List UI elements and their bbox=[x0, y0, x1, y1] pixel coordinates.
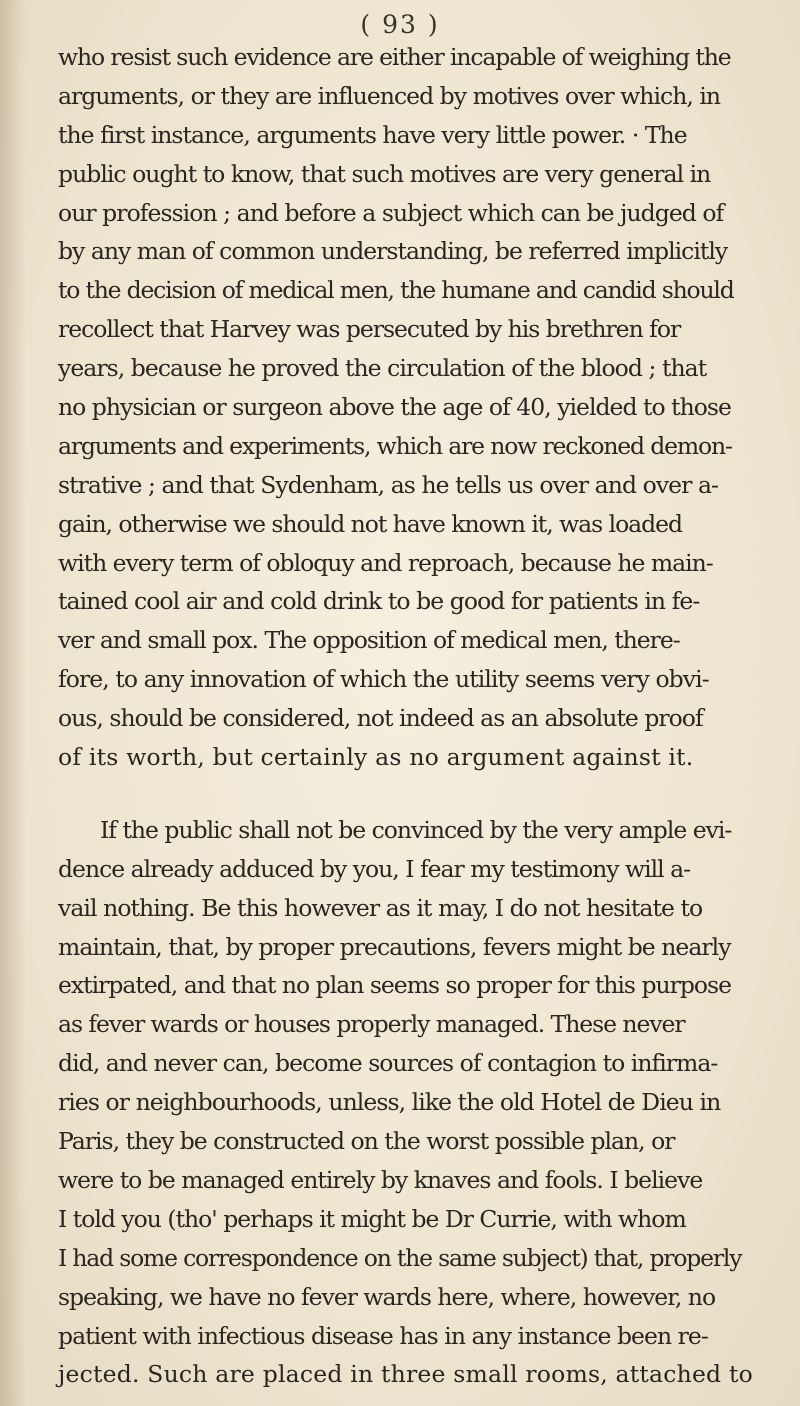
text-line: I had some correspondence on the same subject) that, properly bbox=[58, 1243, 742, 1272]
text-line: extirpated, and that no plan seems so proper for this purpose bbox=[58, 971, 732, 1000]
text-line: patient with infectious disease has in any instance been re- bbox=[58, 1321, 708, 1350]
text-line: ver and small pox. The opposition of medical men, there- bbox=[58, 626, 680, 655]
text-line: vail nothing. Be this however as it may, I do not hesitate to bbox=[58, 893, 703, 922]
text-line: I told you (tho' perhaps it might be Dr Currie, with whom bbox=[58, 1204, 686, 1233]
text-line: arguments and experiments, which are now reckoned demon- bbox=[58, 431, 732, 460]
text-line: years, because he proved the circulation of the blood ; that bbox=[58, 354, 707, 383]
text-line: tained cool air and cold drink to be good for patients in fe- bbox=[58, 587, 700, 616]
text-line: no physician or surgeon above the age of 40, yielded to those bbox=[58, 393, 731, 422]
text-line: as fever wards or houses properly managed. These never bbox=[58, 1010, 685, 1039]
text-line: with every term of obloquy and reproach, because he main- bbox=[58, 548, 713, 577]
paragraph-1 bbox=[58, 38, 800, 777]
text-line: If the public shall not be convinced by the very ample evi- bbox=[100, 815, 732, 844]
text-line: to the decision of medical men, the humane and candid should bbox=[58, 276, 734, 305]
text-line: by any man of common understanding, be referred implicitly bbox=[58, 237, 728, 266]
text-line: Paris, they be constructed on the worst possible plan, or bbox=[58, 1127, 675, 1156]
text-line: recollect that Harvey was persecuted by his brethren for bbox=[58, 315, 681, 344]
text-line: fore, to any innovation of which the utility seems very obvi- bbox=[58, 665, 709, 694]
text-line: ous, should be considered, not indeed as an absolute proof bbox=[58, 704, 703, 733]
text-line: the first instance, arguments have very little power. · The bbox=[58, 120, 687, 149]
text-line: ries or neighbourhoods, unless, like the old Hotel de Dieu in bbox=[58, 1088, 721, 1117]
text-line: were to be managed entirely by knaves and fools. I believe bbox=[58, 1165, 703, 1194]
text-line: dence already adduced by you, I fear my testimony will a- bbox=[58, 854, 691, 883]
text-line: gain, otherwise we should not have known it, was loaded bbox=[58, 509, 683, 538]
text-line: public ought to know, that such motives are very general in bbox=[58, 159, 711, 188]
body-text bbox=[58, 38, 800, 1394]
paragraph-2 bbox=[58, 811, 800, 1394]
text-line: of its worth, but certainly as no argument against it. bbox=[58, 743, 694, 772]
page-number: ( 93 ) bbox=[360, 10, 440, 39]
text-line: maintain, that, by proper precautions, fevers might be nearly bbox=[58, 932, 731, 961]
text-line: speaking, we have no fever wards here, where, however, no bbox=[58, 1282, 716, 1311]
text-line: our profession ; and before a subject which can be judged of bbox=[58, 198, 724, 227]
paragraph-gap bbox=[58, 777, 800, 811]
text-line: who resist such evidence are either incapable of weighing the bbox=[58, 43, 731, 71]
text-line: jected. Such are placed in three small rooms, attached to bbox=[58, 1360, 753, 1389]
text-line: arguments, or they are influenced by motives over which, in bbox=[58, 81, 721, 110]
text-line: strative ; and that Sydenham, as he tells us over and over a- bbox=[58, 470, 719, 499]
text-line: did, and never can, become sources of contagion to infirma- bbox=[58, 1049, 718, 1078]
